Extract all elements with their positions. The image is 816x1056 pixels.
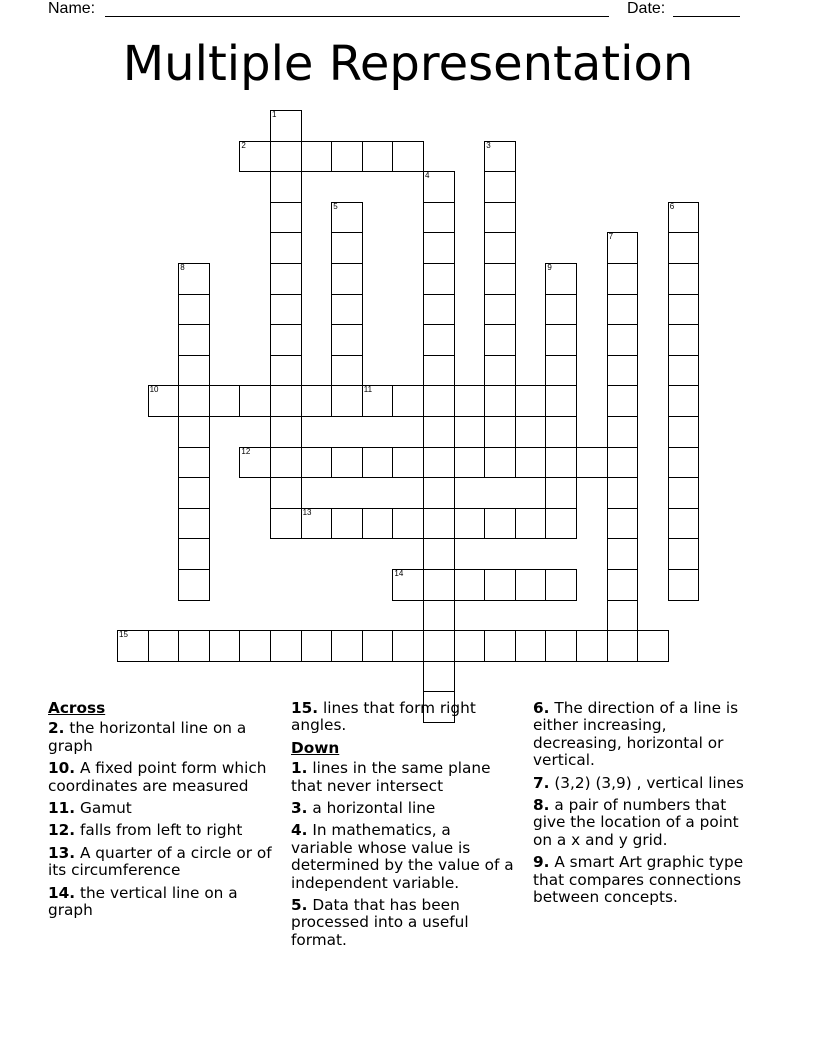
clue-across-14 <box>48 885 273 920</box>
grid-cell[interactable] <box>423 508 455 540</box>
grid-cell[interactable] <box>331 232 363 264</box>
grid-cell[interactable] <box>515 569 547 601</box>
grid-cell[interactable] <box>484 355 516 387</box>
grid-cell[interactable] <box>362 385 394 417</box>
clue-number-label: 7 <box>608 232 614 242</box>
grid-cell[interactable] <box>362 141 394 173</box>
grid-cell[interactable] <box>607 294 639 326</box>
grid-cell[interactable] <box>270 171 302 203</box>
grid-cell[interactable] <box>668 477 700 509</box>
clue-number-label: 15 <box>119 630 128 640</box>
grid-cell[interactable] <box>392 447 424 479</box>
clue-number: 1. <box>291 759 308 778</box>
clue-down-8 <box>533 797 758 849</box>
grid-cell[interactable] <box>423 630 455 662</box>
name-label: Name: <box>48 0 96 17</box>
grid-cell[interactable] <box>637 630 669 662</box>
clue-text: A smart Art graphic type that compares connections between concepts. <box>533 853 744 907</box>
grid-cell[interactable] <box>239 141 271 173</box>
grid-cell[interactable] <box>484 447 516 479</box>
grid-cell[interactable] <box>668 569 700 601</box>
grid-cell[interactable] <box>484 508 516 540</box>
grid-cell[interactable] <box>178 294 210 326</box>
clue-number: 12. <box>48 821 76 840</box>
grid-cell[interactable] <box>607 232 639 264</box>
clue-down-7 <box>533 775 758 792</box>
clue-text: Data that has been processed into a useful format. <box>291 896 469 949</box>
clue-number-label: 4 <box>425 171 430 181</box>
grid-cell[interactable] <box>668 385 700 417</box>
grid-cell[interactable] <box>545 294 577 326</box>
grid-cell[interactable] <box>484 202 516 234</box>
grid-cell[interactable] <box>331 447 363 479</box>
grid-cell[interactable] <box>331 202 363 234</box>
clue-number-label: 14 <box>394 569 404 578</box>
grid-cell[interactable] <box>301 447 333 479</box>
grid-cell[interactable] <box>607 324 639 356</box>
grid-cell[interactable] <box>423 447 455 479</box>
grid-cell[interactable] <box>270 294 302 326</box>
clue-number-label: 9 <box>547 263 552 272</box>
grid-cell[interactable] <box>668 263 700 295</box>
grid-cell[interactable] <box>331 324 363 356</box>
grid-cell[interactable] <box>454 508 486 540</box>
grid-cell[interactable] <box>148 385 180 417</box>
clue-number-label: 1 <box>272 110 277 119</box>
grid-cell[interactable] <box>178 385 210 417</box>
page-title: Multiple Representation <box>122 36 694 92</box>
grid-cell[interactable] <box>178 447 210 479</box>
clue-number-label: 5 <box>333 201 338 211</box>
clue-text: The direction of a line is either increasing, decreasing, horizontal or vertical. <box>533 699 739 770</box>
grid-cell[interactable] <box>392 141 424 173</box>
clue-number-label: 13 <box>302 507 312 517</box>
grid-cell[interactable] <box>423 600 455 632</box>
grid-cell[interactable] <box>607 355 639 387</box>
grid-cell[interactable] <box>607 538 639 570</box>
clue-down-5 <box>291 897 516 949</box>
grid-cell[interactable] <box>515 447 547 479</box>
grid-cell[interactable] <box>178 263 210 295</box>
clue-number-label: 3 <box>486 140 491 150</box>
clue-column-3 <box>533 700 758 911</box>
grid-cell[interactable] <box>484 232 516 264</box>
grid-cell[interactable] <box>301 508 333 540</box>
grid-cell[interactable] <box>117 630 149 662</box>
grid-cell[interactable] <box>607 630 639 662</box>
grid-cell[interactable] <box>668 447 700 479</box>
grid-cell[interactable] <box>423 569 455 601</box>
clue-across-10 <box>48 760 273 795</box>
clue-number-label: 2 <box>241 140 246 150</box>
grid-cell[interactable] <box>270 141 302 173</box>
clue-down-9 <box>533 854 758 906</box>
grid-cell[interactable] <box>545 630 577 662</box>
grid-cell[interactable] <box>331 385 363 417</box>
grid-cell[interactable] <box>668 232 700 264</box>
clue-number-label: 11 <box>363 385 373 395</box>
grid-cell[interactable] <box>545 447 577 479</box>
clue-column-2 <box>291 700 516 954</box>
grid-cell[interactable] <box>668 294 700 326</box>
clue-text: lines that form right angles. <box>291 699 476 735</box>
grid-cell[interactable] <box>178 569 210 601</box>
grid-cell[interactable] <box>178 538 210 570</box>
grid-cell[interactable] <box>484 263 516 295</box>
grid-cell[interactable] <box>270 416 302 448</box>
clue-number: 4. <box>291 821 308 840</box>
grid-cell[interactable] <box>484 171 516 203</box>
grid-cell[interactable] <box>178 508 210 540</box>
grid-cell[interactable] <box>178 630 210 662</box>
grid-cell[interactable] <box>331 630 363 662</box>
grid-cell[interactable] <box>239 630 271 662</box>
grid-cell[interactable] <box>668 538 700 570</box>
clue-number-label: 6 <box>669 201 675 211</box>
grid-cell[interactable] <box>209 630 241 662</box>
clue-text: (3,2) (3,9) , vertical lines <box>554 773 744 792</box>
grid-cell[interactable] <box>484 416 516 448</box>
clue-text: A fixed point form which coordinates are measured <box>48 759 267 795</box>
grid-cell[interactable] <box>576 630 608 662</box>
grid-cell[interactable] <box>484 385 516 417</box>
grid-cell[interactable] <box>423 202 455 234</box>
clue-text: Gamut <box>79 799 132 818</box>
grid-cell[interactable] <box>362 508 394 540</box>
grid-cell[interactable] <box>239 385 271 417</box>
clue-number: 7. <box>533 773 550 792</box>
clue-across-2 <box>48 720 273 755</box>
clue-text: In mathematics, a variable whose value is determined by the value of a independent variable. <box>291 821 514 892</box>
grid-cell[interactable] <box>607 263 639 295</box>
grid-cell[interactable] <box>484 141 516 173</box>
grid-cell[interactable] <box>423 477 455 509</box>
grid-cell[interactable] <box>545 355 577 387</box>
grid-cell[interactable] <box>545 263 577 295</box>
clue-number: 5. <box>291 896 308 915</box>
clue-across-12 <box>48 822 273 839</box>
clue-number: 9. <box>533 853 550 872</box>
clue-text: lines in the same plane that never intersect <box>291 759 491 795</box>
grid-cell[interactable] <box>239 447 271 479</box>
grid-cell[interactable] <box>301 385 333 417</box>
grid-cell[interactable] <box>576 447 608 479</box>
grid-cell[interactable] <box>454 630 486 662</box>
clue-number: 11. <box>48 799 76 818</box>
grid-cell[interactable] <box>301 141 333 173</box>
clue-down-6 <box>533 700 758 770</box>
grid-cell[interactable] <box>392 508 424 540</box>
grid-cell[interactable] <box>362 630 394 662</box>
grid-cell[interactable] <box>545 385 577 417</box>
grid-cell[interactable] <box>484 294 516 326</box>
clue-number: 15. <box>291 699 319 717</box>
grid-cell[interactable] <box>392 385 424 417</box>
clue-number: 3. <box>291 799 308 818</box>
grid-cell[interactable] <box>362 447 394 479</box>
grid-cell[interactable] <box>178 355 210 387</box>
clue-number-label: 8 <box>180 263 185 272</box>
grid-cell[interactable] <box>668 202 700 234</box>
grid-cell[interactable] <box>545 477 577 509</box>
grid-cell[interactable] <box>423 538 455 570</box>
grid-cell[interactable] <box>545 416 577 448</box>
grid-cell[interactable] <box>178 324 210 356</box>
grid-cell[interactable] <box>454 385 486 417</box>
grid-cell[interactable] <box>423 355 455 387</box>
grid-cell[interactable] <box>331 355 363 387</box>
grid-cell[interactable] <box>423 232 455 264</box>
grid-cell[interactable] <box>331 508 363 540</box>
grid-cell[interactable] <box>270 447 302 479</box>
across-heading: Across <box>48 699 106 717</box>
grid-cell[interactable] <box>423 263 455 295</box>
grid-cell[interactable] <box>607 569 639 601</box>
grid-cell[interactable] <box>331 263 363 295</box>
grid-cell[interactable] <box>423 171 455 203</box>
grid-cell[interactable] <box>423 385 455 417</box>
grid-cell[interactable] <box>668 324 700 356</box>
grid-cell[interactable] <box>545 569 577 601</box>
grid-cell[interactable] <box>668 508 700 540</box>
clue-number: 6. <box>533 699 550 717</box>
clue-column-1 <box>48 700 273 924</box>
clue-number-label: 12 <box>241 446 251 456</box>
grid-cell[interactable] <box>668 355 700 387</box>
grid-cell[interactable] <box>301 630 333 662</box>
grid-cell[interactable] <box>270 324 302 356</box>
clue-text: the horizontal line on a graph <box>48 719 247 755</box>
clue-text: the vertical line on a graph <box>48 883 238 920</box>
grid-cell[interactable] <box>148 630 180 662</box>
grid-cell[interactable] <box>392 569 424 601</box>
grid-cell[interactable] <box>331 141 363 173</box>
down-heading: Down <box>291 738 340 757</box>
clue-down-1 <box>291 760 516 795</box>
grid-cell[interactable] <box>545 508 577 540</box>
grid-cell[interactable] <box>423 294 455 326</box>
clue-text: falls from left to right <box>79 821 243 840</box>
grid-cell[interactable] <box>392 630 424 662</box>
grid-cell[interactable] <box>607 385 639 417</box>
grid-cell[interactable] <box>607 447 639 479</box>
grid-cell[interactable] <box>515 385 547 417</box>
clue-across-11 <box>48 800 273 817</box>
clue-text: a pair of numbers that give the location of a point on a x and y grid. <box>533 796 739 849</box>
grid-cell[interactable] <box>454 569 486 601</box>
clue-number: 13. <box>48 843 76 862</box>
grid-cell[interactable] <box>209 385 241 417</box>
grid-cell[interactable] <box>515 630 547 662</box>
clue-number: 10. <box>48 759 76 778</box>
clue-number-label: 10 <box>149 385 159 395</box>
grid-cell[interactable] <box>607 477 639 509</box>
grid-cell[interactable] <box>270 355 302 387</box>
grid-cell[interactable] <box>484 630 516 662</box>
clue-across-13 <box>48 845 273 880</box>
grid-cell[interactable] <box>270 263 302 295</box>
grid-cell[interactable] <box>545 324 577 356</box>
grid-cell[interactable] <box>607 508 639 540</box>
clue-text: A quarter of a circle or of its circumference <box>48 843 272 880</box>
grid-cell[interactable] <box>607 600 639 632</box>
grid-cell[interactable] <box>454 447 486 479</box>
date-label: Date: <box>627 0 666 17</box>
grid-cell[interactable] <box>178 477 210 509</box>
clue-list <box>48 700 778 1000</box>
clue-number: 8. <box>533 796 550 815</box>
grid-cell[interactable] <box>270 110 302 142</box>
grid-cell[interactable] <box>270 202 302 234</box>
grid-cell[interactable] <box>484 569 516 601</box>
grid-cell[interactable] <box>270 477 302 509</box>
grid-cell[interactable] <box>423 661 455 693</box>
clue-down-4 <box>291 822 516 892</box>
grid-cell[interactable] <box>423 416 455 448</box>
grid-cell[interactable] <box>607 416 639 448</box>
clue-across-15 <box>291 700 516 735</box>
grid-cell[interactable] <box>668 416 700 448</box>
grid-cell[interactable] <box>270 385 302 417</box>
clue-number: 2. <box>48 719 65 738</box>
grid-cell[interactable] <box>331 294 363 326</box>
clue-down-3 <box>291 800 516 817</box>
grid-cell[interactable] <box>423 324 455 356</box>
grid-cell[interactable] <box>484 324 516 356</box>
grid-cell[interactable] <box>515 508 547 540</box>
clue-number: 14. <box>48 883 76 902</box>
grid-cell[interactable] <box>270 508 302 540</box>
clue-text: a horizontal line <box>312 799 436 818</box>
grid-cell[interactable] <box>270 232 302 264</box>
grid-cell[interactable] <box>178 416 210 448</box>
grid-cell[interactable] <box>270 630 302 662</box>
